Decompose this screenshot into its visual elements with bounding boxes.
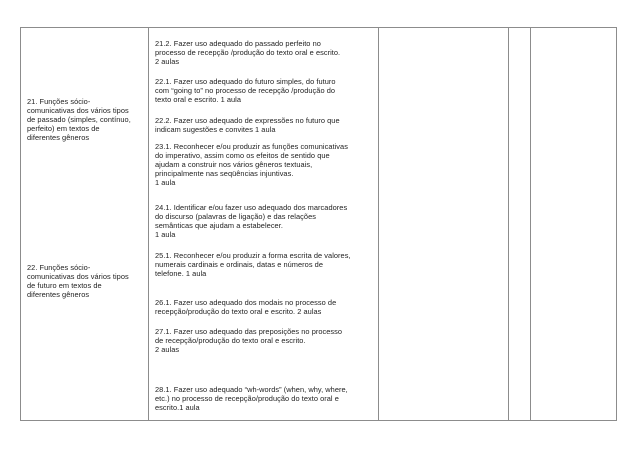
column-divider bbox=[530, 28, 531, 420]
column-divider bbox=[378, 28, 379, 420]
objective-27-1: 27.1. Fazer uso adequado das preposições no processo de recepção/produção do texto oral e escrito. 2 aulas bbox=[155, 327, 343, 354]
objective-28-1: 28.1. Fazer uso adequado “wh-words” (when, why, where, etc.) no processo de recepção/produção do texto oral e escrito.1 aula bbox=[155, 385, 348, 412]
objective-23-1: 23.1. Reconhecer e/ou produzir as funções comunicativas do imperativo, assim como os efeitos de sentido que ajudam a construir nos vários gêneros textuais, principalmente nas seqüências injuntivas. 1 aula bbox=[155, 142, 348, 187]
topic-22-text: 22. Funções sócio- comunicativas dos vários tipos de futuro em textos de diferentes gêneros bbox=[27, 263, 129, 299]
objective-25-1: 25.1. Reconhecer e/ou produzir a forma escrita de valores, numerais cardinais e ordinais, datas e números de telefone. 1 aula bbox=[155, 251, 351, 278]
column-divider bbox=[148, 28, 149, 420]
objective-22-1: 22.1. Fazer uso adequado do futuro simples, do futuro com “going to” no processo de recepção /produção do texto oral e escrito. 1 aula bbox=[155, 77, 336, 104]
objective-24-1: 24.1. Identificar e/ou fazer uso adequado dos marcadores do discurso (palavras de ligação) e das relações semânticas que ajudam a estabelecer. 1 aula bbox=[155, 203, 348, 239]
objective-21-2: 21.2. Fazer uso adequado do passado perfeito no processo de recepção /produção do texto oral e escrito. 2 aulas bbox=[155, 39, 341, 66]
objective-26-1: 26.1. Fazer uso adequado dos modais no processo de recepção/produção do texto oral e escrito. 2 aulas bbox=[155, 298, 337, 316]
column-divider bbox=[508, 28, 509, 420]
curriculum-table bbox=[20, 27, 617, 421]
topic-21-text: 21. Funções sócio- comunicativas dos vários tipos de passado (simples, contínuo, perfeito) em textos de diferentes gêneros bbox=[27, 97, 131, 142]
objective-22-2: 22.2. Fazer uso adequado de expressões no futuro que indicam sugestões e convites 1 aula bbox=[155, 116, 340, 134]
